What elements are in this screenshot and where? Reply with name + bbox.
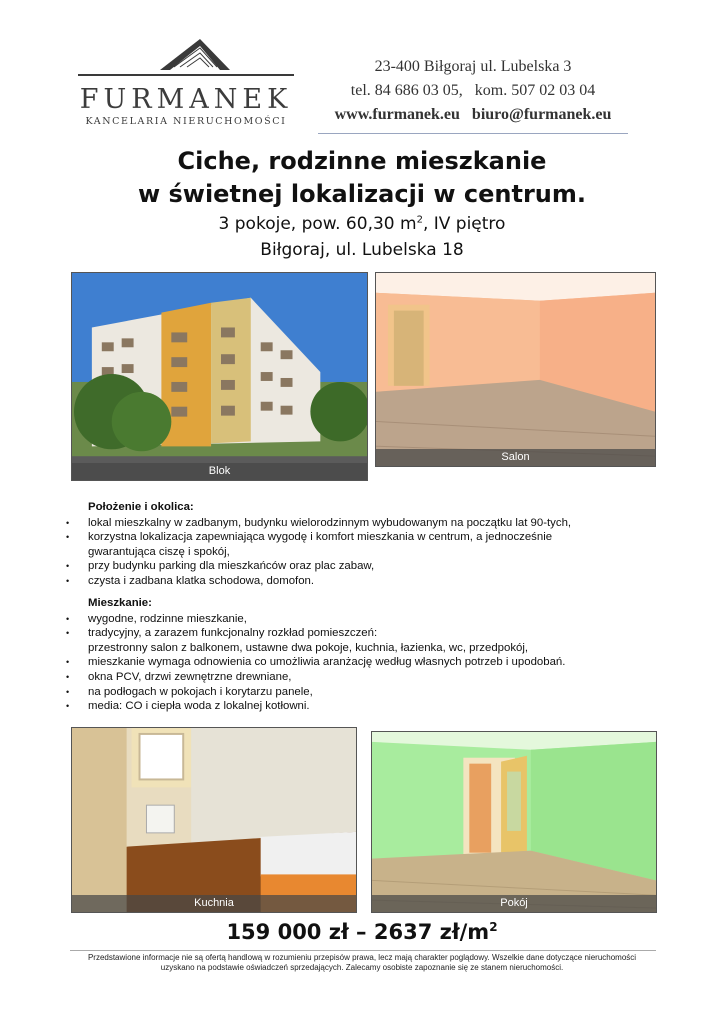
list-item-continuation: gwarantująca ciszę i spokój, — [88, 545, 230, 558]
section-apartment — [62, 596, 662, 714]
apartment-list — [62, 612, 662, 714]
living-room-image — [376, 273, 655, 466]
section-heading: Mieszkanie: — [88, 597, 152, 609]
list-item: • na podłogach w pokojach i korytarzu panele, — [62, 685, 662, 700]
disclaimer-line-2: uzyskano na podstawie oświadczeń sprzedających. Zalecamy osobiste zapoznanie się ze stanem nieruchomości. — [160, 963, 564, 972]
building-image — [72, 273, 367, 480]
section-heading: Położenie i okolica: — [88, 501, 194, 513]
list-item: • przy budynku parking dla mieszkańców oraz plac zabaw, — [62, 559, 662, 574]
footer-divider — [70, 950, 656, 951]
list-item: • korzystna lokalizacja zapewniająca wygodę i komfort mieszkania w centrum, a jednocześnie — [62, 530, 662, 545]
contact-phone: tel. 84 686 03 05, kom. 507 02 03 04 — [350, 82, 596, 99]
contact-address: 23-400 Biłgoraj ul. Lubelska 3 — [374, 58, 572, 75]
kitchen-image — [72, 728, 356, 912]
listing-location: Biłgoraj, ul. Lubelska 18 — [260, 240, 464, 260]
details-text-post: , IV piętro — [422, 214, 506, 234]
details-text: 3 pokoje, pow. 60,30 m — [218, 214, 417, 234]
photo-caption-salon: Salon — [376, 449, 655, 466]
price-text: 159 000 zł – 2637 zł/m — [226, 920, 490, 944]
photo-room — [371, 731, 657, 913]
list-item: • okna PCV, drzwi zewnętrzne drewniane, — [62, 670, 662, 685]
listing-details — [0, 214, 724, 234]
list-item-continuation: przestronny salon z balkonem, ustawne dwa pokoje, kuchnia, łazienka, wc, przedpokój, — [88, 641, 529, 654]
price — [0, 920, 724, 944]
header-divider — [318, 133, 628, 134]
section-location — [62, 500, 662, 589]
details-sup: 2 — [416, 214, 423, 226]
photo-kitchen — [71, 727, 357, 913]
logo-tagline: KANCELARIA NIERUCHOMOŚCI — [85, 116, 287, 127]
listing-title-line-1: Ciche, rodzinne mieszkanie — [177, 147, 547, 175]
price-sup: 2 — [489, 920, 498, 934]
list-item: • tradycyjny, a zarazem funkcjonalny rozkład pomieszczeń: — [62, 626, 662, 641]
list-item: • wygodne, rodzinne mieszkanie, — [62, 612, 662, 627]
photo-caption-pokoj: Pokój — [372, 895, 656, 912]
logo-wordmark: FURMANEK — [79, 84, 293, 115]
photo-caption-kuchnia: Kuchnia — [72, 895, 356, 912]
building-logo-icon — [70, 36, 302, 86]
contact-web-email[interactable]: www.furmanek.eu biuro@furmanek.eu — [334, 106, 612, 123]
list-item: • media: CO i ciepła woda z lokalnej kotłowni. — [62, 699, 662, 714]
list-item: • czysta i zadbana klatka schodowa, domofon. — [62, 574, 662, 589]
listing-title-line-2: w świetnej lokalizacji w centrum. — [137, 180, 587, 208]
room-image — [372, 732, 656, 912]
photo-building — [71, 272, 368, 481]
photo-caption-blok: Blok — [72, 463, 367, 480]
photo-living-room — [375, 272, 656, 467]
list-item: • mieszkanie wymaga odnowienia co umożliwia aranżację według własnych potrzeb i upodobań. — [62, 655, 662, 670]
disclaimer-line-1: Przedstawione informacje nie są ofertą handlową w rozumieniu przepisów prawa, lecz mają charakter poglądowy. Wszelkie dane dotyczące nieruchomości — [87, 953, 637, 962]
location-list — [62, 516, 662, 589]
list-item: • lokal mieszkalny w zadbanym, budynku wielorodzinnym wybudowanym na początku lat 90-tych, — [62, 516, 662, 531]
